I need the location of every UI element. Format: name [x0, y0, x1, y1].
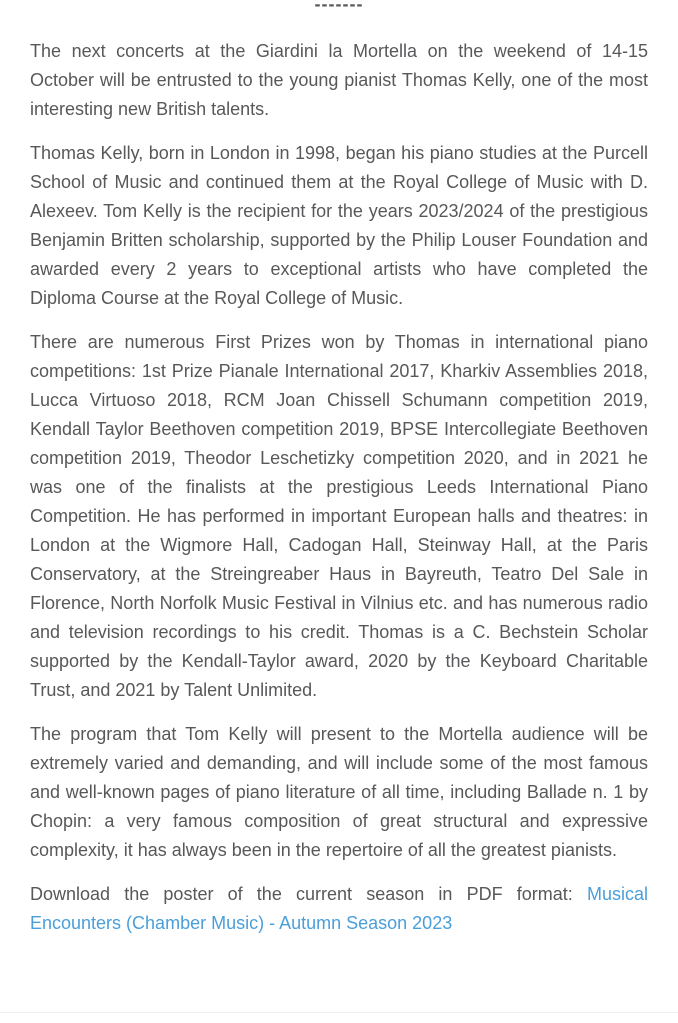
paragraph-prizes-performances: There are numerous First Prizes won by Thomas in international piano competitions: 1st Prize Pianale International 2017, Kharkiv Assemblies 2018, Lucca Virtuoso 2018, RCM Joan Chissell Schumann competition 2019, Kendall Taylor Beethoven competition 2019, BPSE Intercollegiate Beethoven competition 2019, Theodor Leschetizky competition 2020, and in 2021 he was one of the finalists at the prestigious Leeds International Piano Competition. He has performed in important European halls and theatres: in London at the Wigmore Hall, Cadogan Hall, Steinway Hall, at the Paris Conservatory, at the Streingreaber Haus in Bayreuth, Teatro Del Sale in Florence, North Norfolk Music Festival in Vilnius etc. and has numerous radio and television recordings to his credit. Thomas is a C. Bechstein Scholar supported by the Kendall-Taylor award, 2020 by the Keyboard Charitable Trust, and 2021 by Talent Unlimited. [30, 332, 648, 700]
paragraph-biography: Thomas Kelly, born in London in 1998, began his piano studies at the Purcell School of Music and continued them at the Royal College of Music with D. Alexeev. Tom Kelly is the recipient for the years 2023/2024 of the prestigious Benjamin Britten scholarship, supported by the Philip Louser Foundation and awarded every 2 years to exceptional artists who have completed the Diploma Course at the Royal College of Music. [30, 143, 648, 308]
section-divider [0, 1012, 678, 1013]
paragraph-concerts-intro: The next concerts at the Giardini la Mortella on the weekend of 14-15 October will be entrusted to the young pianist Thomas Kelly, one of the most interesting new British talents. [30, 41, 648, 119]
paragraph-download [30, 880, 648, 938]
paragraph-program: The program that Tom Kelly will present to the Mortella audience will be extremely varied and demanding, and will include some of the most famous and well-known pages of piano literature of all time, including Ballade n. 1 by Chopin: a very famous composition of great structural and expressive complexity, it has always been in the repertoire of all the greatest pianists. [30, 724, 648, 860]
poster-pdf-link[interactable]: Musical Encounters (Chamber Music) - Autumn Season 2023 [30, 884, 648, 933]
divider-dashes: ------- [314, 0, 364, 14]
download-prefix-text: Download the poster of the current season in PDF format: [30, 884, 573, 904]
